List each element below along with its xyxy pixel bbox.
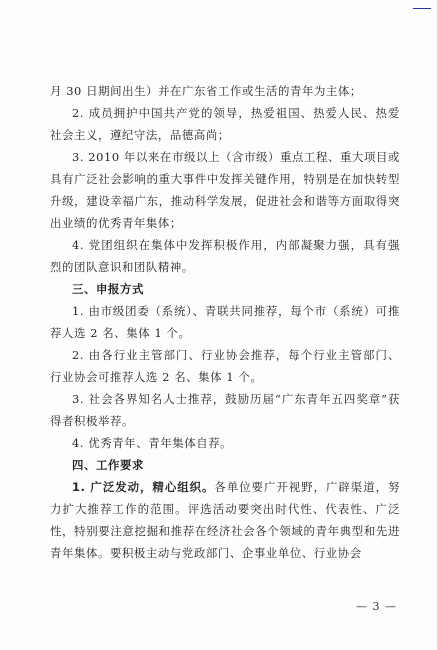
- application-item-4: 4. 优秀青年、青年集体自荐。: [72, 436, 233, 450]
- page-number: — 3 —: [356, 600, 397, 613]
- application-item-2: 2. 由各行业主管部门、行业协会推荐，每个行业主管部门、行业协会可推荐人选 2 名、集体 1 个。: [50, 348, 400, 384]
- application-item-1: 1. 由市级团委（系统）、青联共同推荐，每个市（系统）可推荐人选 2 名、集体 1 个。: [50, 304, 400, 340]
- paragraph-criterion-3: 3. 2010 年以来在市级以上（含市级）重点工程、重大项目或具有广泛社会影响的重大事件中发挥关键作用，特别是在加快转型升级，建设幸福广东，推动科学发展，促进社会和谐等方面取得突出业绩的优秀青年集体；: [50, 150, 400, 230]
- document-body: [50, 80, 400, 564]
- paragraph-continuation: 月 30 日期间出生）并在广东省工作或生活的青年为主体；: [50, 84, 362, 98]
- section-heading-application: 三、申报方式: [72, 282, 144, 296]
- requirements-item-1-lead: 1. 广泛发动，精心组织。: [72, 480, 215, 494]
- paragraph-criterion-4: 4. 党团组织在集体中发挥积极作用，内部凝聚力强，具有强烈的团队意识和团队精神。: [50, 238, 400, 274]
- corner-mark: [413, 0, 431, 9]
- requirements-item-1-body: 各单位要广开视野，广辟渠道，努力扩大推荐工作的范围。评选活动要突出时代性、代表性、广泛性，特别要注意挖掘和推荐在经济社会各个领域的青年典型和先进青年集体。要积极主动与党政部门、企事业单位、行业协会: [50, 480, 400, 560]
- requirements-item-1: [50, 476, 400, 564]
- section-heading-requirements: 四、工作要求: [72, 458, 144, 472]
- paragraph-criterion-2: 2. 成员拥护中国共产党的领导，热爱祖国、热爱人民、热爱社会主义，遵纪守法，品德高尚；: [50, 106, 400, 142]
- application-item-3: 3. 社会各界知名人士推荐，鼓励历届“广东青年五四奖章”获得者积极举荐。: [50, 392, 400, 428]
